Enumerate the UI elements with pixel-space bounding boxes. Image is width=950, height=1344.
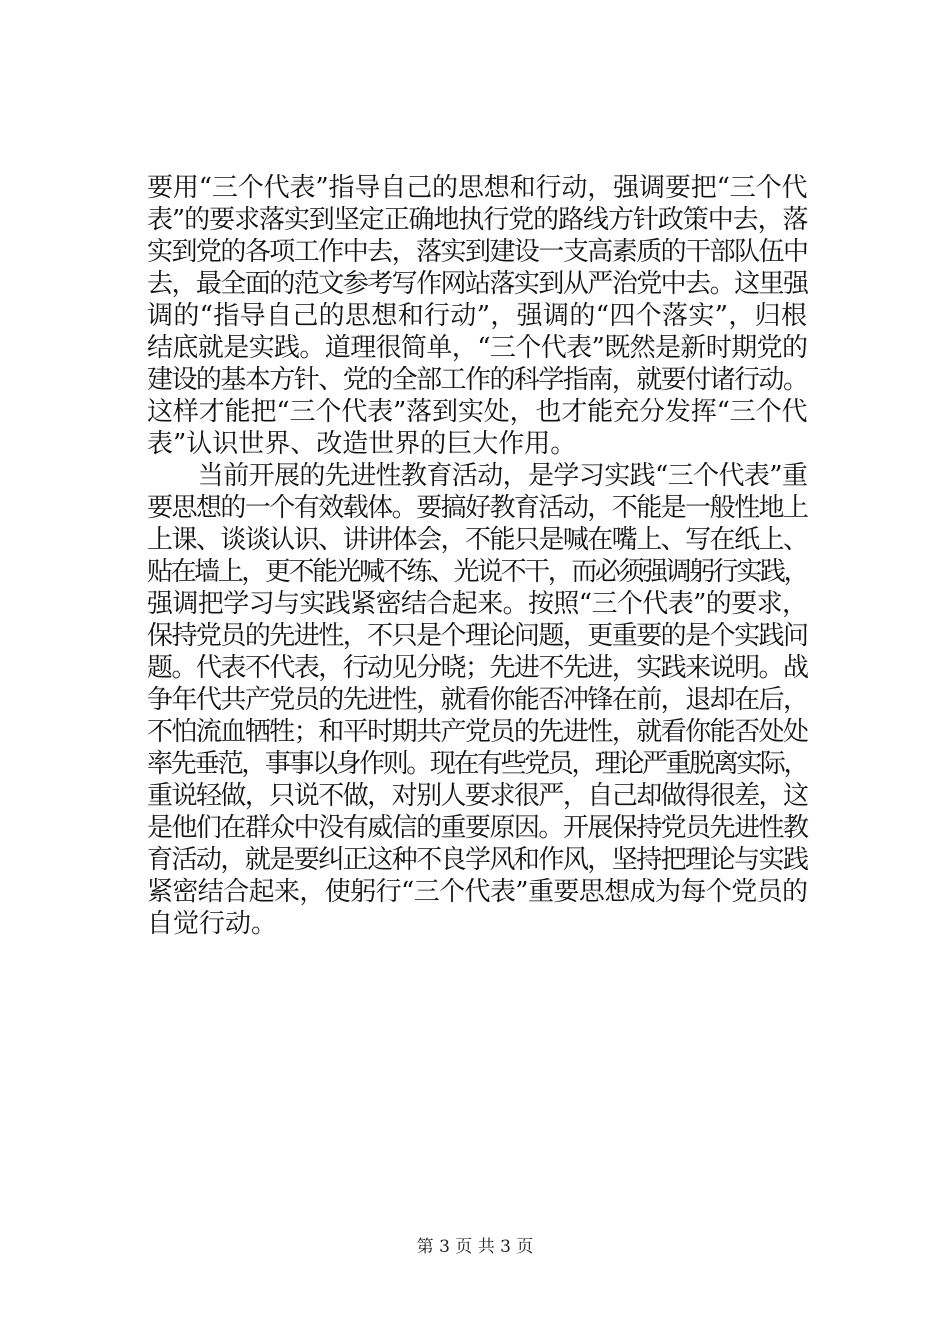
text-line: 要用“三个代表”指导自己的思想和行动，强调要把“三个代 <box>147 173 807 203</box>
text-line: 率先垂范，事事以身作则。现在有些党员，理论严重脱离实际， <box>147 749 807 779</box>
paragraph-end-line: 表”认识世界、改造世界的巨大作用。 <box>147 429 577 459</box>
text-line: 育活动，就是要纠正这种不良学风和作风，坚持把理论与实践 <box>147 845 807 875</box>
text-line: 结底就是实践。道理很简单，“三个代表”既然是新时期党的 <box>147 333 807 363</box>
text-line: 紧密结合起来，使躬行“三个代表”重要思想成为每个党员的 <box>147 877 807 907</box>
text-line: 调的“指导自己的思想和行动”，强调的“四个落实”，归根 <box>147 301 807 331</box>
text-line: 重说轻做，只说不做，对别人要求很严，自己却做得很差，这 <box>147 781 807 811</box>
text-line: 不怕流血牺牲；和平时期共产党员的先进性，就看你能否处处 <box>147 717 807 747</box>
paragraph-end-line: 自觉行动。 <box>147 909 278 939</box>
body-text <box>147 172 807 940</box>
page-number-footer: 第 3 页 共 3 页 <box>416 1237 534 1257</box>
text-line: 题。代表不代表，行动见分晓；先进不先进，实践来说明。战 <box>147 653 807 683</box>
text-line: 强调把学习与实践紧密结合起来。按照“三个代表”的要求， <box>147 589 807 619</box>
text-line: 实到党的各项工作中去，落实到建设一支高素质的干部队伍中 <box>147 237 807 267</box>
text-line: 这样才能把“三个代表”落到实处，也才能充分发挥“三个代 <box>147 397 807 427</box>
text-line: 保持党员的先进性，不只是个理论问题，更重要的是个实践问 <box>147 621 807 651</box>
text-line: 贴在墙上，更不能光喊不练、光说不干，而必须强调躬行实践， <box>147 557 807 587</box>
text-line: 是他们在群众中没有威信的重要原因。开展保持党员先进性教 <box>147 813 807 843</box>
text-line: 争年代共产党员的先进性，就看你能否冲锋在前，退却在后， <box>147 685 807 715</box>
text-line: 当前开展的先进性教育活动，是学习实践“三个代表”重 <box>147 461 807 491</box>
text-line: 上课、谈谈认识、讲讲体会，不能只是喊在嘴上、写在纸上、 <box>147 525 807 555</box>
text-line: 表”的要求落实到坚定正确地执行党的路线方针政策中去，落 <box>147 205 807 235</box>
text-line: 去，最全面的范文参考写作网站落实到从严治党中去。这里强 <box>147 269 807 299</box>
text-line: 建设的基本方针、党的全部工作的科学指南，就要付诸行动。 <box>147 365 807 395</box>
text-line: 要思想的一个有效载体。要搞好教育活动，不能是一般性地上 <box>147 493 807 523</box>
